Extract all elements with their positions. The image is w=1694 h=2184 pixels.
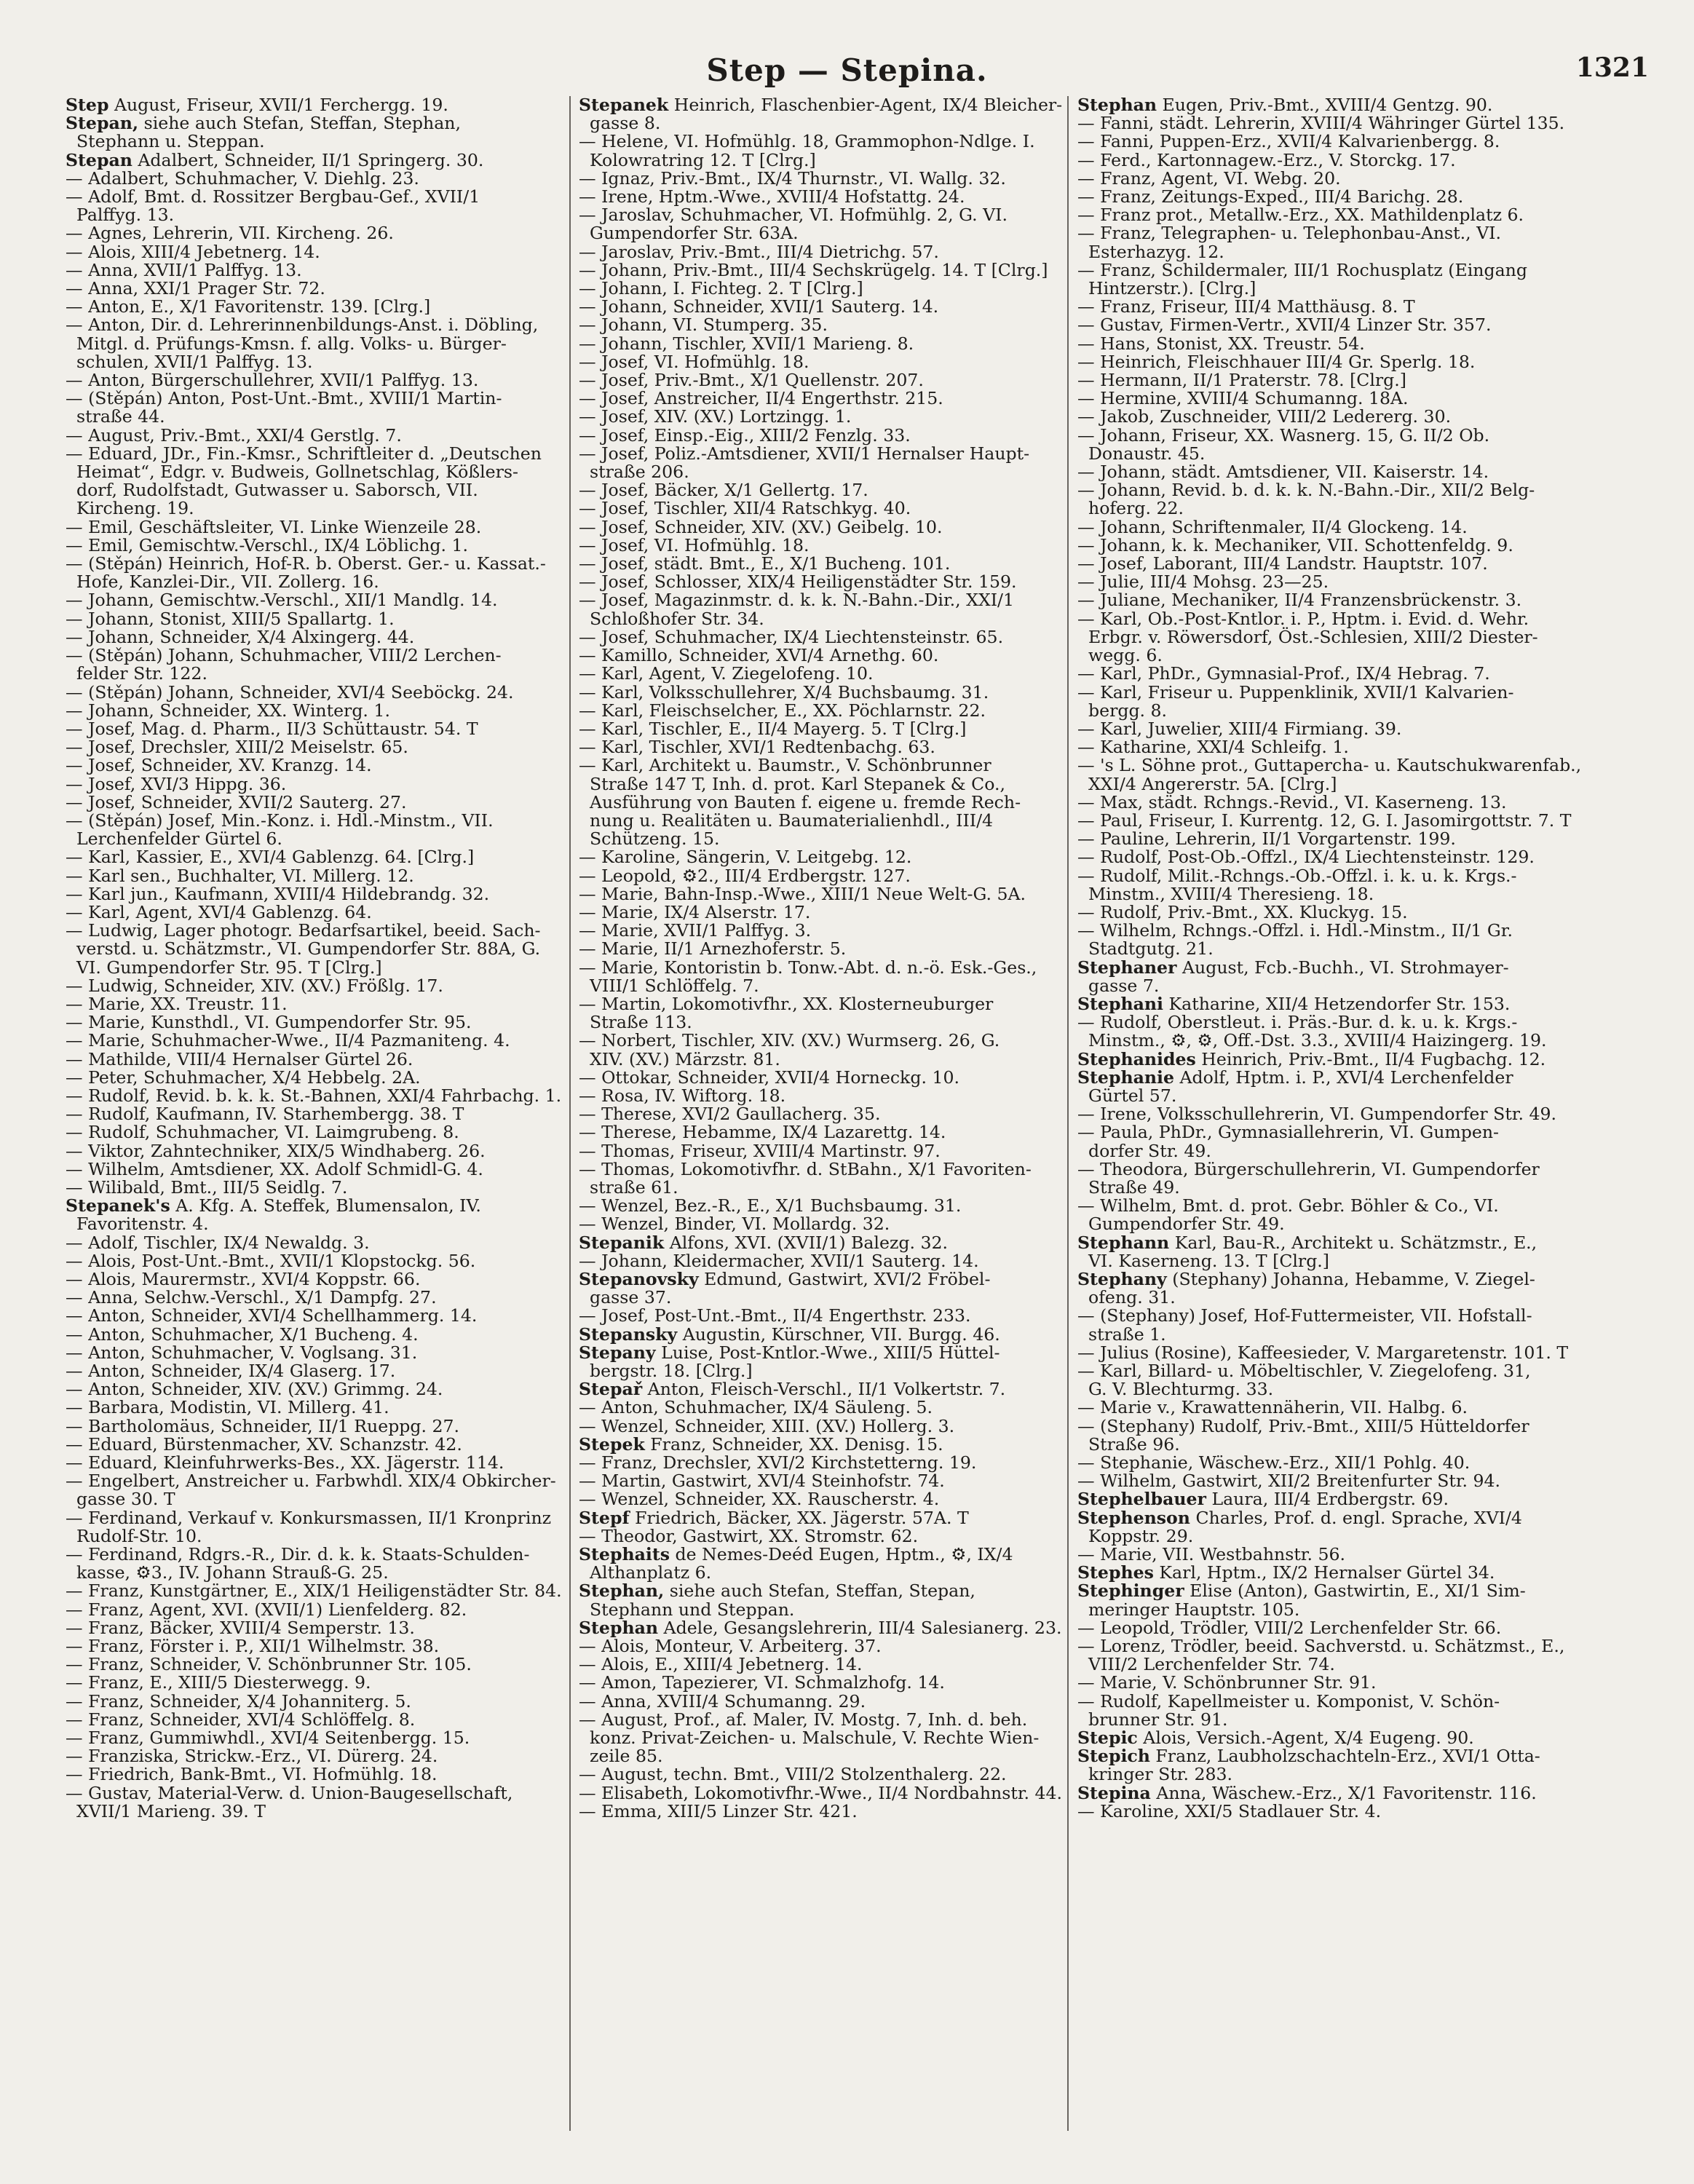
directory-entry-line: — Wilhelm, Bmt. d. prot. Gebr. Böhler & Co., VI.: [1077, 1195, 1499, 1216]
directory-entry-line: Schloßhofer Str. 34.: [579, 608, 764, 629]
directory-entry-line: konz. Privat-Zeichen- u. Malschule, V. Rechte Wien-: [579, 1728, 1040, 1749]
directory-entry-line: — Johann, Kleidermacher, XVII/1 Sauterg. 14.: [579, 1250, 979, 1271]
directory-entry-line: — Johann, Schneider, X/4 Alxingerg. 44.: [66, 626, 415, 647]
directory-entry-line: — Johann, k. k. Mechaniker, VII. Schottenfeldg. 9.: [1077, 534, 1513, 555]
directory-entry-line: — Ignaz, Priv.-Bmt., IX/4 Thurnstr., VI. Wallg. 32.: [579, 167, 1006, 189]
directory-entry-line: Donaustr. 45.: [1077, 443, 1206, 464]
directory-entry-line: — Viktor, Zahntechniker, XIX/5 Windhaberg. 26.: [66, 1140, 486, 1161]
directory-entry-line: Koppstr. 29.: [1077, 1525, 1194, 1546]
directory-entry-line: — Josef, Drechsler, XIII/2 Meiselstr. 65.: [66, 737, 408, 758]
directory-entry-line: — Theodora, Bürgerschullehrerin, VI. Gumpendorfer: [1077, 1158, 1540, 1179]
directory-entry-line: — Marie, Kontoristin b. Tonw.-Abt. d. n.-ö. Esk.-Ges.,: [579, 957, 1037, 978]
directory-entry-line: — Thomas, Friseur, XVIII/4 Martinstr. 97.: [579, 1140, 941, 1161]
directory-entry-line: — Irene, Hptm.-Wwe., XVIII/4 Hofstattg. 24.: [579, 186, 965, 207]
directory-entry-line: Stephinger Elise (Anton), Gastwirtin, E., XI/1 Sim-: [1077, 1580, 1526, 1602]
directory-entry-line: Straße 147 T, Inh. d. prot. Karl Stepanek & Co.,: [579, 773, 1005, 794]
directory-entry-line: — Eduard, Bürstenmacher, XV. Schanzstr. 42.: [66, 1433, 462, 1455]
directory-entry-line: straße 1.: [1077, 1324, 1166, 1345]
directory-entry-line: — Johann, Tischler, XVII/1 Marieng. 8.: [579, 333, 914, 354]
directory-entry-line: Stepan, siehe auch Stefan, Steffan, Stephan,: [66, 113, 461, 134]
directory-entry-line: Step August, Friseur, XVII/1 Ferchergg. 19.: [66, 96, 448, 115]
directory-entry-line: — Karl, Ob.-Post-Kntlor. i. P., Hptm. i. Evid. d. Wehr.: [1077, 608, 1529, 629]
directory-entry-line: — Karl, Architekt u. Baumstr., V. Schönbrunner: [579, 755, 992, 776]
directory-entry-line: Stephan Adele, Gesangslehrerin, III/4 Salesianerg. 23.: [579, 1617, 1062, 1638]
directory-entry-line: Gürtel 57.: [1077, 1085, 1177, 1106]
directory-entry-line: — Friedrich, Bank-Bmt., VI. Hofmühlg. 18.: [66, 1764, 438, 1785]
directory-entry-line: XXI/4 Angererstr. 5A. [Clrg.]: [1077, 773, 1337, 794]
directory-entry-line: — Josef, Priv.-Bmt., X/1 Quellenstr. 207.: [579, 370, 924, 391]
directory-entry-line: — Wilibald, Bmt., III/5 Seidlg. 7.: [66, 1176, 348, 1198]
directory-entry-line: — Agnes, Lehrerin, VII. Kircheng. 26.: [66, 223, 394, 244]
directory-entry-line: straße 44.: [66, 406, 165, 427]
directory-entry-line: — (Stěpán) Josef, Min.-Konz. i. Hdl.-Minstm., VII.: [66, 810, 494, 831]
directory-entry-line: — Hermine, XVIII/4 Schumanng. 18A.: [1077, 388, 1409, 409]
directory-entry-line: — Marie, II/1 Arnezhoferstr. 5.: [579, 938, 847, 960]
directory-entry-line: — Ludwig, Lager photogr. Bedarfsartikel, beeid. Sach-: [66, 920, 541, 941]
directory-entry-line: — Engelbert, Anstreicher u. Farbwhdl. XIX/4 Obkircher-: [66, 1471, 556, 1492]
directory-entry-line: Minstm., XVIII/4 Theresieng. 18.: [1077, 883, 1374, 904]
directory-entry-line: Stadtgutg. 21.: [1077, 938, 1214, 960]
directory-entry-line: Stephanides Heinrich, Priv.-Bmt., II/4 Fugbachg. 12.: [1077, 1048, 1546, 1069]
directory-entry-line: Palffyg. 13.: [66, 205, 175, 226]
directory-entry-line: — Adolf, Bmt. d. Rossitzer Bergbau-Gef., XVII/1: [66, 186, 480, 207]
directory-entry-line: — Franz, Schneider, X/4 Johanniterg. 5.: [66, 1690, 411, 1712]
directory-entry-line: — Elisabeth, Lokomotivfhr.-Wwe., II/4 Nordbahnstr. 44.: [579, 1782, 1063, 1803]
directory-entry-line: Stepan Adalbert, Schneider, II/1 Springerg. 30.: [66, 149, 484, 170]
directory-entry-line: — Barbara, Modistin, VI. Millerg. 41.: [66, 1397, 389, 1418]
directory-entry-line: — Ludwig, Schneider, XIV. (XV.) Frößlg. 17.: [66, 975, 443, 996]
directory-column-1: [66, 96, 575, 1821]
directory-entry-line: — August, Prof., af. Maler, IV. Mostg. 7, Inh. d. beh.: [579, 1709, 1028, 1730]
directory-entry-line: — Ottokar, Schneider, XVII/4 Horneckg. 10.: [579, 1067, 959, 1088]
directory-entry-line: — Anna, Selchw.-Verschl., X/1 Dampfg. 27.: [66, 1287, 437, 1308]
directory-entry-line: — Josef, XIV. (XV.) Lortzingg. 1.: [579, 406, 852, 427]
directory-entry-line: — Karl, Kassier, E., XVI/4 Gablenzg. 64. [Clrg.]: [66, 847, 475, 868]
directory-entry-line: — Rudolf, Milit.-Rchngs.-Ob.-Offzl. i. k. u. k. Krgs.-: [1077, 865, 1517, 886]
directory-entry-line: VI. Kaserneng. 13. T [Clrg.]: [1077, 1250, 1330, 1271]
directory-entry-line: dorf, Rudolfstadt, Gutwasser u. Saborsch, VII.: [66, 480, 478, 501]
directory-entry-line: Stephaner August, Fcb.-Buchh., VI. Strohmayer-: [1077, 957, 1509, 978]
directory-entry-line: — Johann, Schriftenmaler, II/4 Glockeng. 14.: [1077, 516, 1468, 537]
directory-entry-line: — Rudolf, Priv.-Bmt., XX. Kluckyg. 15.: [1077, 901, 1408, 922]
directory-entry-line: — Johann, städt. Amtsdiener, VII. Kaiserstr. 14.: [1077, 462, 1489, 483]
directory-entry-line: — Josef, Mag. d. Pharm., II/3 Schüttaustr. 54. T: [66, 718, 478, 739]
directory-entry-line: — Bartholomäus, Schneider, II/1 Rueppg. 27.: [66, 1415, 460, 1436]
directory-entry-line: — Anna, XVIII/4 Schumanng. 29.: [579, 1690, 866, 1712]
directory-entry-line: schulen, XVII/1 Palffyg. 13.: [66, 351, 313, 372]
directory-entry-line: — Rudolf, Schuhmacher, VI. Laimgrubeng. 8.: [66, 1122, 459, 1143]
directory-entry-line: — Fanni, städt. Lehrerin, XVIII/4 Währinger Gürtel 135.: [1077, 113, 1565, 134]
directory-entry-line: — Johann, Stonist, XIII/5 Spallartg. 1.: [66, 608, 395, 629]
directory-entry-line: — Franz, Schneider, V. Schönbrunner Str. 105.: [66, 1654, 472, 1675]
directory-entry-line: — Wilhelm, Rchngs.-Offzl. i. Hdl.-Minstm., II/1 Gr.: [1077, 920, 1513, 941]
directory-entry-line: Mitgl. d. Prüfungs-Kmsn. f. allg. Volks- u. Bürger-: [66, 333, 507, 354]
directory-entry-line: Stepf Friedrich, Bäcker, XX. Jägerstr. 57A. T: [579, 1507, 969, 1528]
directory-entry-line: — Gustav, Firmen-Vertr., XVII/4 Linzer Str. 357.: [1077, 314, 1492, 336]
directory-entry-line: — Helene, VI. Hofmühlg. 18, Grammophon-Ndlge. I.: [579, 131, 1035, 152]
directory-entry-line: — Alois, Maurermstr., XVI/4 Koppstr. 66.: [66, 1269, 421, 1289]
directory-entry-line: — Karl, Tischler, XVI/1 Redtenbachg. 63.: [579, 737, 935, 758]
directory-entry-line: Stepanovsky Edmund, Gastwirt, XVI/2 Fröbel-: [579, 1269, 991, 1289]
directory-entry-line: — Karl, Billard- u. Möbeltischler, V. Ziegelofeng. 31,: [1077, 1361, 1531, 1382]
directory-entry-line: — Ferdinand, Verkauf v. Konkursmassen, II/1 Kronprinz: [66, 1507, 552, 1528]
directory-entry-line: — Marie, XX. Treustr. 11.: [66, 993, 288, 1014]
directory-entry-line: — Alois, Post-Unt.-Bmt., XVII/1 Klopstockg. 56.: [66, 1250, 476, 1271]
directory-entry-line: wegg. 6.: [1077, 645, 1163, 666]
directory-entry-line: bergg. 8.: [1077, 700, 1168, 721]
directory-entry-line: Stepich Franz, Laubholzschachteln-Erz., XVI/1 Otta-: [1077, 1746, 1540, 1767]
directory-entry-line: verstd. u. Schätzmstr., VI. Gumpendorfer Str. 88A, G.: [66, 938, 541, 960]
directory-entry-line: Stephann und Steppan.: [579, 1599, 795, 1620]
directory-entry-line: — Johann, Priv.-Bmt., III/4 Sechskrügelg. 14. T [Clrg.]: [579, 259, 1048, 280]
directory-entry-line: — Lorenz, Trödler, beeid. Sachverstd. u. Schätzmst., E.,: [1077, 1636, 1565, 1657]
directory-entry-line: — Ferdinand, Rdgrs.-R., Dir. d. k. k. Staats-Schulden-: [66, 1544, 530, 1565]
directory-entry-line: meringer Hauptstr. 105.: [1077, 1599, 1300, 1620]
directory-entry-line: — Anton, Schneider, IX/4 Glaserg. 17.: [66, 1361, 396, 1382]
directory-entry-line: — Gustav, Material-Verw. d. Union-Baugesellschaft,: [66, 1782, 513, 1803]
directory-entry-line: — Ferd., Kartonnagew.-Erz., V. Storckg. 17.: [1077, 149, 1456, 170]
directory-entry-line: — Anna, XXI/1 Prager Str. 72.: [66, 278, 325, 299]
directory-entry-line: — Jaroslav, Schuhmacher, VI. Hofmühlg. 2, G. VI.: [579, 205, 1008, 226]
directory-entry-line: kringer Str. 283.: [1077, 1764, 1233, 1785]
directory-entry-line: Stepanek Heinrich, Flaschenbier-Agent, IX/4 Bleicher-: [579, 96, 1063, 115]
directory-entry-line: VIII/1 Schlöffelg. 7.: [579, 975, 759, 996]
directory-entry-line: Stephanie Adolf, Hptm. i. P., XVI/4 Lerchenfelder: [1077, 1067, 1513, 1088]
directory-entry-line: — Martin, Gastwirt, XVI/4 Steinhofstr. 74.: [579, 1471, 945, 1492]
directory-entry-line: felder Str. 122.: [66, 663, 207, 684]
directory-entry-line: — Marie, XVII/1 Palffyg. 3.: [579, 920, 812, 941]
directory-column-3: [1077, 96, 1602, 1821]
directory-entry-line: Stephann Karl, Bau-R., Architekt u. Schätzmstr., E.,: [1077, 1232, 1537, 1253]
directory-entry-line: — Thomas, Lokomotivfhr. d. StBahn., X/1 Favoriten-: [579, 1158, 1032, 1179]
directory-entry-line: — Johann, VI. Stumperg. 35.: [579, 314, 828, 336]
directory-entry-line: — Franz, Schildermaler, III/1 Rochusplatz (Eingang: [1077, 259, 1527, 280]
directory-entry-line: — Josef, Anstreicher, II/4 Engerthstr. 215.: [579, 388, 943, 409]
directory-entry-line: — Josef, VI. Hofmühlg. 18.: [579, 351, 810, 372]
directory-entry-line: hoferg. 22.: [1077, 498, 1184, 519]
directory-entry-line: — Josef, Schneider, XV. Kranzg. 14.: [66, 755, 372, 776]
directory-entry-line: Heimat“, Edgr. v. Budweis, Gollnetschlag, Kößlers-: [66, 462, 518, 483]
directory-entry-line: Straße 113.: [579, 1012, 692, 1033]
directory-entry-line: — Josef, Einsp.-Eig., XIII/2 Fenzlg. 33.: [579, 424, 911, 446]
directory-entry-line: — Johann, Revid. b. d. k. k. N.-Bahn.-Dir., XII/2 Belg-: [1077, 480, 1535, 501]
directory-entry-line: — Julie, III/4 Mohsg. 23—25.: [1077, 571, 1329, 593]
directory-entry-line: VIII/2 Lerchenfelder Str. 74.: [1077, 1654, 1335, 1675]
directory-entry-line: — Marie, VII. Westbahnstr. 56.: [1077, 1544, 1346, 1565]
directory-entry-line: — Josef, Magazinmstr. d. k. k. N.-Bahn.-Dir., XXI/1: [579, 590, 1015, 611]
directory-entry-line: Stepany Luise, Post-Kntlor.-Wwe., XIII/5 Hüttel-: [579, 1342, 1000, 1363]
directory-entry-line: G. V. Blechturmg. 33.: [1077, 1379, 1274, 1400]
directory-entry-line: Straße 96.: [1077, 1433, 1180, 1455]
directory-entry-line: Ausführung von Bauten f. eigene u. fremde Rech-: [579, 791, 1021, 812]
directory-entry-line: Althanplatz 6.: [579, 1562, 712, 1583]
directory-entry-line: — (Stěpán) Anton, Post-Unt.-Bmt., XVIII/1 Martin-: [66, 388, 502, 409]
directory-entry-line: — Karoline, XXI/5 Stadlauer Str. 4.: [1077, 1800, 1382, 1821]
directory-entry-line: — Therese, Hebamme, IX/4 Lazarettg. 14.: [579, 1122, 946, 1143]
directory-entry-line: — Franz, Zeitungs-Exped., III/4 Barichg. 28.: [1077, 186, 1464, 207]
directory-column-2: [579, 96, 1088, 1821]
directory-entry-line: — Anton, Schneider, XIV. (XV.) Grimmg. 24.: [66, 1379, 443, 1400]
directory-entry-line: — Johann, Schneider, XX. Winterg. 1.: [66, 700, 390, 721]
directory-entry-line: — Max, städt. Rchngs.-Revid., VI. Kaserneng. 13.: [1077, 791, 1507, 812]
directory-entry-line: — Julius (Rosine), Kaffeesieder, V. Margaretenstr. 101. T: [1077, 1342, 1569, 1363]
directory-entry-line: — Anna, XVII/1 Palffyg. 13.: [66, 259, 302, 280]
directory-entry-line: — Karl, Friseur u. Puppenklinik, XVII/1 Kalvarien-: [1077, 681, 1514, 703]
directory-entry-line: — Peter, Schuhmacher, X/4 Hebbelg. 2A.: [66, 1067, 421, 1088]
directory-entry-line: Schützeng. 15.: [579, 828, 720, 850]
directory-entry-line: — Wilhelm, Gastwirt, XII/2 Breitenfurter Str. 94.: [1077, 1471, 1501, 1492]
directory-entry-line: — Anton, Schneider, XVI/4 Schellhammerg. 14.: [66, 1305, 478, 1326]
directory-entry-line: Gumpendorfer Str. 63A.: [579, 223, 799, 244]
directory-entry-line: — August, techn. Bmt., VIII/2 Stolzenthalerg. 22.: [579, 1764, 1007, 1785]
directory-entry-line: Stepek Franz, Schneider, XX. Denisg. 15.: [579, 1433, 943, 1455]
directory-entry-line: Stephany (Stephany) Johanna, Hebamme, V. Ziegel-: [1077, 1269, 1535, 1289]
directory-entry-line: — Rudolf, Revid. b. k. k. St.-Bahnen, XXI/4 Fahrbachg. 1.: [66, 1085, 562, 1106]
directory-entry-line: Stephan Eugen, Priv.-Bmt., XVIII/4 Gentzg. 90.: [1077, 96, 1493, 115]
directory-entry-line: Hintzerstr.). [Clrg.]: [1077, 278, 1256, 299]
directory-entry-line: — Karl, Agent, V. Ziegelofeng. 10.: [579, 663, 874, 684]
directory-entry-line: gasse 7.: [1077, 975, 1160, 996]
directory-entry-line: Gumpendorfer Str. 49.: [1077, 1214, 1285, 1235]
directory-entry-line: — Martin, Lokomotivfhr., XX. Klosterneuburger: [579, 993, 994, 1014]
page-number: 1321: [1575, 52, 1649, 83]
directory-entry-line: Stepař Anton, Fleisch-Verschl., II/1 Volkertstr. 7.: [579, 1379, 1006, 1400]
directory-entry-line: — Anton, Bürgerschullehrer, XVII/1 Palffyg. 13.: [66, 370, 479, 391]
directory-entry-line: — 's L. Söhne prot., Guttapercha- u. Kautschukwarenfab.,: [1077, 755, 1582, 776]
directory-entry-line: — Karoline, Sängerin, V. Leitgebg. 12.: [579, 847, 912, 868]
directory-entry-line: — Karl, Agent, XVI/4 Gablenzg. 64.: [66, 901, 372, 922]
directory-entry-line: — Franziska, Strickw.-Erz., VI. Dürerg. 24.: [66, 1746, 438, 1767]
directory-entry-line: — Josef, Schneider, XIV. (XV.) Geibelg. 10.: [579, 516, 943, 537]
directory-entry-line: XVII/1 Marieng. 39. T: [66, 1800, 266, 1821]
directory-entry-line: — Wenzel, Schneider, XX. Rauscherstr. 4.: [579, 1489, 940, 1510]
directory-entry-line: — Marie, V. Schönbrunner Str. 91.: [1077, 1672, 1377, 1693]
directory-entry-line: straße 206.: [579, 462, 689, 483]
directory-entry-line: — Josef, Tischler, XII/4 Ratschkyg. 40.: [579, 498, 911, 519]
directory-entry-line: Rudolf-Str. 10.: [66, 1525, 202, 1546]
directory-entry-line: — Hermann, II/1 Praterstr. 78. [Clrg.]: [1077, 370, 1406, 391]
directory-entry-line: — Marie, Bahn-Insp.-Wwe., XIII/1 Neue Welt-G. 5A.: [579, 883, 1026, 904]
directory-entry-line: — Rudolf, Kapellmeister u. Komponist, V. Schön-: [1077, 1690, 1500, 1712]
directory-entry-line: — Marie, IX/4 Alserstr. 17.: [579, 901, 811, 922]
directory-entry-line: — Adalbert, Schuhmacher, V. Diehlg. 23.: [66, 167, 419, 189]
directory-entry-line: — Katharine, XXI/4 Schleifg. 1.: [1077, 737, 1349, 758]
directory-entry-line: — Juliane, Mechaniker, II/4 Franzensbrückenstr. 3.: [1077, 590, 1522, 611]
directory-entry-line: — Franz, Drechsler, XVI/2 Kirchstetterng. 19.: [579, 1452, 977, 1473]
directory-entry-line: Erbgr. v. Röwersdorf, Öst.-Schlesien, XIII/2 Diester-: [1077, 626, 1538, 647]
directory-entry-line: — Therese, XVI/2 Gaullacherg. 35.: [579, 1104, 881, 1125]
directory-entry-line: — Karl sen., Buchhalter, VI. Millerg. 12.: [66, 865, 414, 886]
directory-entry-line: — Karl jun., Kaufmann, XVIII/4 Hildebrandg. 32.: [66, 883, 490, 904]
directory-entry-line: — Josef, Laborant, III/4 Landstr. Hauptstr. 107.: [1077, 553, 1488, 574]
directory-entry-line: — Heinrich, Fleischhauer III/4 Gr. Sperlg. 18.: [1077, 351, 1476, 372]
directory-entry-line: — Marie v., Krawattennäherin, VII. Halbg. 6.: [1077, 1397, 1468, 1418]
directory-entry-line: — Norbert, Tischler, XIV. (XV.) Wurmserg. 26, G.: [579, 1030, 1000, 1051]
directory-entry-line: — Josef, Schuhmacher, IX/4 Liechtensteinstr. 65.: [579, 626, 1004, 647]
directory-entry-line: Stepansky Augustin, Kürschner, VII. Burgg. 46.: [579, 1324, 1000, 1345]
directory-entry-line: Stephes Karl, Hptm., IX/2 Hernalser Gürtel 34.: [1077, 1562, 1495, 1583]
directory-entry-line: — August, Priv.-Bmt., XXI/4 Gerstlg. 7.: [66, 424, 402, 446]
directory-entry-line: — Anton, Schuhmacher, IX/4 Säuleng. 5.: [579, 1397, 933, 1418]
directory-entry-line: — Karl, Juwelier, XIII/4 Firmiang. 39.: [1077, 718, 1402, 739]
directory-entry-line: — Anton, Schuhmacher, X/1 Bucheng. 4.: [66, 1324, 419, 1345]
directory-entry-line: — Rudolf, Kaufmann, IV. Starhembergg. 38. T: [66, 1104, 464, 1125]
directory-entry-line: — Eduard, Kleinfuhrwerks-Bes., XX. Jägerstr. 114.: [66, 1452, 504, 1473]
directory-entry-line: — Franz, Schneider, XVI/4 Schlöffelg. 8.: [66, 1709, 416, 1730]
directory-entry-line: — Josef, Schlosser, XIX/4 Heiligenstädter Str. 159.: [579, 571, 1017, 593]
directory-entry-line: Lerchenfelder Gürtel 6.: [66, 828, 282, 850]
directory-entry-line: Stephaits de Nemes-Deéd Eugen, Hptm., ⚙, IX/4: [579, 1544, 1013, 1565]
directory-entry-line: — Leopold, ⚙2., III/4 Erdbergstr. 127.: [579, 865, 911, 886]
directory-entry-line: — Anton, Schuhmacher, V. Voglsang. 31.: [66, 1342, 418, 1363]
directory-entry-line: — Franz, Bäcker, XVIII/4 Semperstr. 13.: [66, 1617, 415, 1638]
directory-entry-line: gasse 30. T: [66, 1489, 175, 1510]
directory-entry-line: — Johann, Friseur, XX. Wasnerg. 15, G. II/2 Ob.: [1077, 424, 1490, 446]
directory-entry-line: — (Stěpán) Johann, Schneider, XVI/4 Seeböckg. 24.: [66, 681, 514, 703]
directory-entry-line: straße 61.: [579, 1176, 678, 1198]
directory-entry-line: — Mathilde, VIII/4 Hernalser Gürtel 26.: [66, 1048, 413, 1069]
directory-entry-line: — Josef, XVI/3 Hippg. 36.: [66, 773, 287, 794]
directory-entry-line: — Wenzel, Schneider, XIII. (XV.) Hollerg. 3.: [579, 1415, 955, 1436]
directory-entry-line: kasse, ⚙3., IV. Johann Strauß-G. 25.: [66, 1562, 389, 1583]
directory-entry-line: Stepanek's A. Kfg. A. Steffek, Blumensalon, IV.: [66, 1195, 481, 1216]
directory-entry-line: Hofe, Kanzlei-Dir., VII. Zollerg. 16.: [66, 571, 379, 593]
directory-entry-line: — Jakob, Zuschneider, VIII/2 Ledererg. 30.: [1077, 406, 1452, 427]
directory-entry-line: — Marie, Schuhmacher-Wwe., II/4 Pazmaniteng. 4.: [66, 1030, 510, 1051]
directory-entry-line: — Franz, Kunstgärtner, E., XIX/1 Heiligenstädter Str. 84.: [66, 1580, 562, 1602]
directory-entry-line: — Wilhelm, Amtsdiener, XX. Adolf Schmidl-G. 4.: [66, 1158, 483, 1179]
directory-entry-line: — Hans, Stonist, XX. Treustr. 54.: [1077, 333, 1365, 354]
directory-entry-line: — Josef, Post-Unt.-Bmt., II/4 Engerthstr. 233.: [579, 1305, 971, 1326]
directory-entry-line: — Franz prot., Metallw.-Erz., XX. Mathildenplatz 6.: [1077, 205, 1524, 226]
directory-entry-line: — Karl, Volksschullehrer, X/4 Buchsbaumg. 31.: [579, 681, 989, 703]
directory-entry-line: — Marie, Kunsthdl., VI. Gumpendorfer Str. 95.: [66, 1012, 472, 1033]
directory-entry-line: — Johann, I. Fichteg. 2. T [Clrg.]: [579, 278, 863, 299]
directory-entry-line: — Anton, Dir. d. Lehrerinnenbildungs-Anst. i. Döbling,: [66, 314, 539, 336]
directory-entry-line: — Paula, PhDr., Gymnasiallehrerin, VI. Gumpen-: [1077, 1122, 1500, 1143]
directory-entry-line: — Alois, Monteur, V. Arbeiterg. 37.: [579, 1636, 882, 1657]
directory-entry-line: zeile 85.: [579, 1746, 663, 1767]
directory-entry-line: — Karl, PhDr., Gymnasial-Prof., IX/4 Hebrag. 7.: [1077, 663, 1490, 684]
directory-entry-line: Stepanik Alfons, XVI. (XVII/1) Balezg. 32.: [579, 1232, 948, 1253]
directory-entry-line: — Eduard, JDr., Fin.-Kmsr., Schriftleiter d. „Deutschen: [66, 443, 542, 464]
directory-entry-line: — Rudolf, Post-Ob.-Offzl., IX/4 Liechtensteinstr. 129.: [1077, 847, 1535, 868]
directory-entry-line: — Johann, Schneider, XVII/1 Sauterg. 14.: [579, 296, 939, 317]
directory-entry-line: — Franz, Agent, XVI. (XVII/1) Lienfelderg. 82.: [66, 1599, 467, 1620]
directory-entry-line: Favoritenstr. 4.: [66, 1214, 209, 1235]
directory-entry-line: — Alois, E., XIII/4 Jebetnerg. 14.: [579, 1654, 863, 1675]
directory-entry-line: Stephan, siehe auch Stefan, Steffan, Stepan,: [579, 1580, 975, 1602]
directory-entry-line: — Karl, Tischler, E., II/4 Mayerg. 5. T [Clrg.]: [579, 718, 967, 739]
directory-entry-line: Stephenson Charles, Prof. d. engl. Sprache, XVI/4: [1077, 1507, 1522, 1528]
directory-entry-line: — Rosa, IV. Wiftorg. 18.: [579, 1085, 786, 1106]
directory-entry-line: — Emil, Gemischtw.-Verschl., IX/4 Löblichg. 1.: [66, 534, 468, 555]
directory-entry-line: — Paul, Friseur, I. Kurrentg. 12, G. I. Jasomirgottstr. 7. T: [1077, 810, 1572, 831]
directory-entry-line: — Franz, Gummiwhdl., XVI/4 Seitenbergg. 15.: [66, 1728, 470, 1749]
directory-entry-line: — Irene, Volksschullehrerin, VI. Gumpendorfer Str. 49.: [1077, 1104, 1557, 1125]
directory-entry-line: Stephelbauer Laura, III/4 Erdbergstr. 69.: [1077, 1489, 1449, 1510]
directory-entry-line: — Josef, Schneider, XVII/2 Sauterg. 27.: [66, 791, 407, 812]
directory-entry-line: — Anton, E., X/1 Favoritenstr. 139. [Clrg.]: [66, 296, 431, 317]
directory-entry-line: gasse 8.: [579, 113, 661, 134]
directory-entry-line: Minstm., ⚙, ⚙, Off.-Dst. 3.3., XVIII/4 Haizingerg. 19.: [1077, 1030, 1547, 1051]
directory-entry-line: — Theodor, Gastwirt, XX. Stromstr. 62.: [579, 1525, 919, 1546]
directory-entry-line: ofeng. 31.: [1077, 1287, 1176, 1308]
directory-entry-line: — Fanni, Puppen-Erz., XVII/4 Kalvarienbergg. 8.: [1077, 131, 1500, 152]
directory-entry-line: — Jaroslav, Priv.-Bmt., III/4 Dietrichg. 57.: [579, 241, 939, 262]
directory-entry-line: Kolowratring 12. T [Clrg.]: [579, 149, 816, 170]
directory-entry-line: — (Stěpán) Johann, Schuhmacher, VIII/2 Lerchen-: [66, 645, 502, 666]
directory-entry-line: Stephani Katharine, XII/4 Hetzendorfer Str. 153.: [1077, 993, 1511, 1014]
directory-entry-line: — Adolf, Tischler, IX/4 Newaldg. 3.: [66, 1232, 370, 1253]
directory-entry-line: Stepina Anna, Wäschew.-Erz., X/1 Favoritenstr. 116.: [1077, 1782, 1537, 1803]
directory-entry-line: — Josef, VI. Hofmühlg. 18.: [579, 534, 810, 555]
directory-entry-line: — Wenzel, Binder, VI. Mollardg. 32.: [579, 1214, 890, 1235]
directory-entry-line: Kircheng. 19.: [66, 498, 194, 519]
directory-entry-line: Straße 49.: [1077, 1176, 1180, 1198]
directory-entry-line: — Alois, XIII/4 Jebetnerg. 14.: [66, 241, 320, 262]
directory-entry-line: — Franz, Agent, VI. Webg. 20.: [1077, 167, 1341, 189]
directory-entry-line: Esterhazyg. 12.: [1077, 241, 1224, 262]
directory-entry-line: VI. Gumpendorfer Str. 95. T [Clrg.]: [66, 957, 382, 978]
directory-entry-line: — Rudolf, Oberstleut. i. Präs.-Bur. d. k. u. k. Krgs.-: [1077, 1012, 1518, 1033]
directory-entry-line: — Franz, Friseur, III/4 Matthäusg. 8. T: [1077, 296, 1415, 317]
directory-entry-line: — Josef, städt. Bmt., E., X/1 Bucheng. 101.: [579, 553, 951, 574]
directory-entry-line: — (Stephany) Rudolf, Priv.-Bmt., XIII/5 Hütteldorfer: [1077, 1415, 1529, 1436]
directory-entry-line: — Kamillo, Schneider, XVI/4 Arnethg. 60.: [579, 645, 939, 666]
directory-entry-line: — Amon, Tapezierer, VI. Schmalzhofg. 14.: [579, 1672, 945, 1693]
directory-entry-line: — Stephanie, Wäschew.-Erz., XII/1 Pohlg. 40.: [1077, 1452, 1471, 1473]
directory-entry-line: — Pauline, Lehrerin, II/1 Vorgartenstr. 199.: [1077, 828, 1456, 850]
directory-entry-line: brunner Str. 91.: [1077, 1709, 1228, 1730]
directory-entry-line: XIV. (XV.) Märzstr. 81.: [579, 1048, 780, 1069]
page-title: Step — Stepina.: [706, 52, 988, 88]
directory-entry-line: — Wenzel, Bez.-R., E., X/1 Buchsbaumg. 31.: [579, 1195, 962, 1216]
directory-entry-line: gasse 37.: [579, 1287, 672, 1308]
directory-entry-line: — Franz, Förster i. P., XII/1 Wilhelmstr. 38.: [66, 1636, 440, 1657]
directory-entry-line: bergstr. 18. [Clrg.]: [579, 1361, 753, 1382]
directory-entry-line: Stepic Alois, Versich.-Agent, X/4 Eugeng. 90.: [1077, 1728, 1474, 1749]
directory-entry-line: — Emil, Geschäftsleiter, VI. Linke Wienzeile 28.: [66, 516, 482, 537]
directory-entry-line: — Karl, Fleischselcher, E., XX. Pöchlarnstr. 22.: [579, 700, 986, 721]
directory-entry-line: — Franz, E., XIII/5 Diesterwegg. 9.: [66, 1672, 371, 1693]
directory-entry-line: — Johann, Gemischtw.-Verschl., XII/1 Mandlg. 14.: [66, 590, 498, 611]
directory-entry-line: — Franz, Telegraphen- u. Telephonbau-Anst., VI.: [1077, 223, 1501, 244]
directory-entry-line: — Josef, Bäcker, X/1 Gellertg. 17.: [579, 480, 868, 501]
directory-entry-line: dorfer Str. 49.: [1077, 1140, 1211, 1161]
directory-entry-line: — Emma, XIII/5 Linzer Str. 421.: [579, 1800, 858, 1821]
directory-entry-line: Stephann u. Steppan.: [66, 131, 265, 152]
directory-entry-line: — Josef, Poliz.-Amtsdiener, XVII/1 Hernalser Haupt-: [579, 443, 1030, 464]
directory-entry-line: nung u. Realitäten u. Baumaterialienhdl., III/4: [579, 810, 994, 831]
directory-entry-line: — Leopold, Trödler, VIII/2 Lerchenfelder Str. 66.: [1077, 1617, 1502, 1638]
directory-entry-line: — (Stěpán) Heinrich, Hof-R. b. Oberst. Ger.- u. Kassat.-: [66, 553, 546, 574]
directory-entry-line: — (Stephany) Josef, Hof-Futtermeister, VII. Hofstall-: [1077, 1305, 1532, 1326]
